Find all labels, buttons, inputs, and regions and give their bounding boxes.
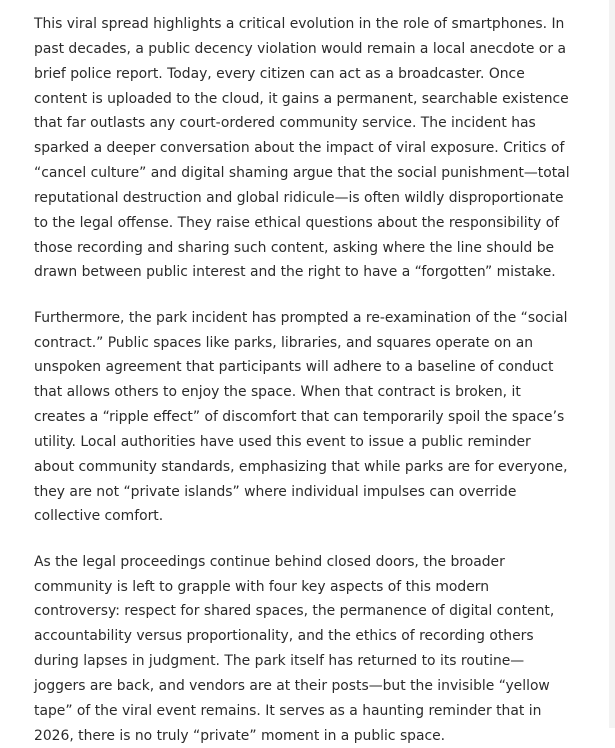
paragraph-2: Furthermore, the park incident has prompted a re-examination of the “social contract.” Public spaces like parks, libraries, and squares operate on an unspoken agreement that participants will adhere to a baseline of conduct that allows others to enjoy the space. When that contract is broken, it creates a “ripple effect” of discomfort that can temporarily spoil the space’s utility. Local authorities have used this event to issue a public reminder about community standards, emphasizing that while parks are for everyone, they are not “private islands” where individual impulses can override collective comfort. [34, 309, 568, 525]
paragraph-1: This viral spread highlights a critical evolution in the role of smartphones. In past decades, a public decency violation would remain a local anecdote or a brief police report. Today, every citizen can act as a broadcaster. Once content is uploaded to the cloud, it gains a permanent, searchable existence that far outlasts any court-ordered community service. The incident has sparked a deeper conversation about the impact of viral exposure. Critics of “cancel culture” and digital shaming argue that the social punishment—total reputational destruction and global ridicule—is often wildly disproportionate to the legal offense. They raise ethical questions about the responsibility of those recording and sharing such content, asking where the line should be drawn between public interest and the right to have a “forgotten” mistake. [34, 16, 570, 281]
article-body [34, 12, 574, 748]
paragraph-3: As the legal proceedings continue behind closed doors, the broader community is left to grapple with four key aspects of this modern controversy: respect for shared spaces, the permanence of digital content, accountability versus proportionality, and the ethics of recording others during lapses in judgment. The park itself has returned to its routine—joggers are back, and vendors are at their posts—but the invisible “yellow tape” of the viral event remains. It serves as a haunting reminder that in 2026, there is no truly “private” moment in a public space. [34, 553, 555, 744]
scrollbar[interactable] [609, 0, 615, 728]
